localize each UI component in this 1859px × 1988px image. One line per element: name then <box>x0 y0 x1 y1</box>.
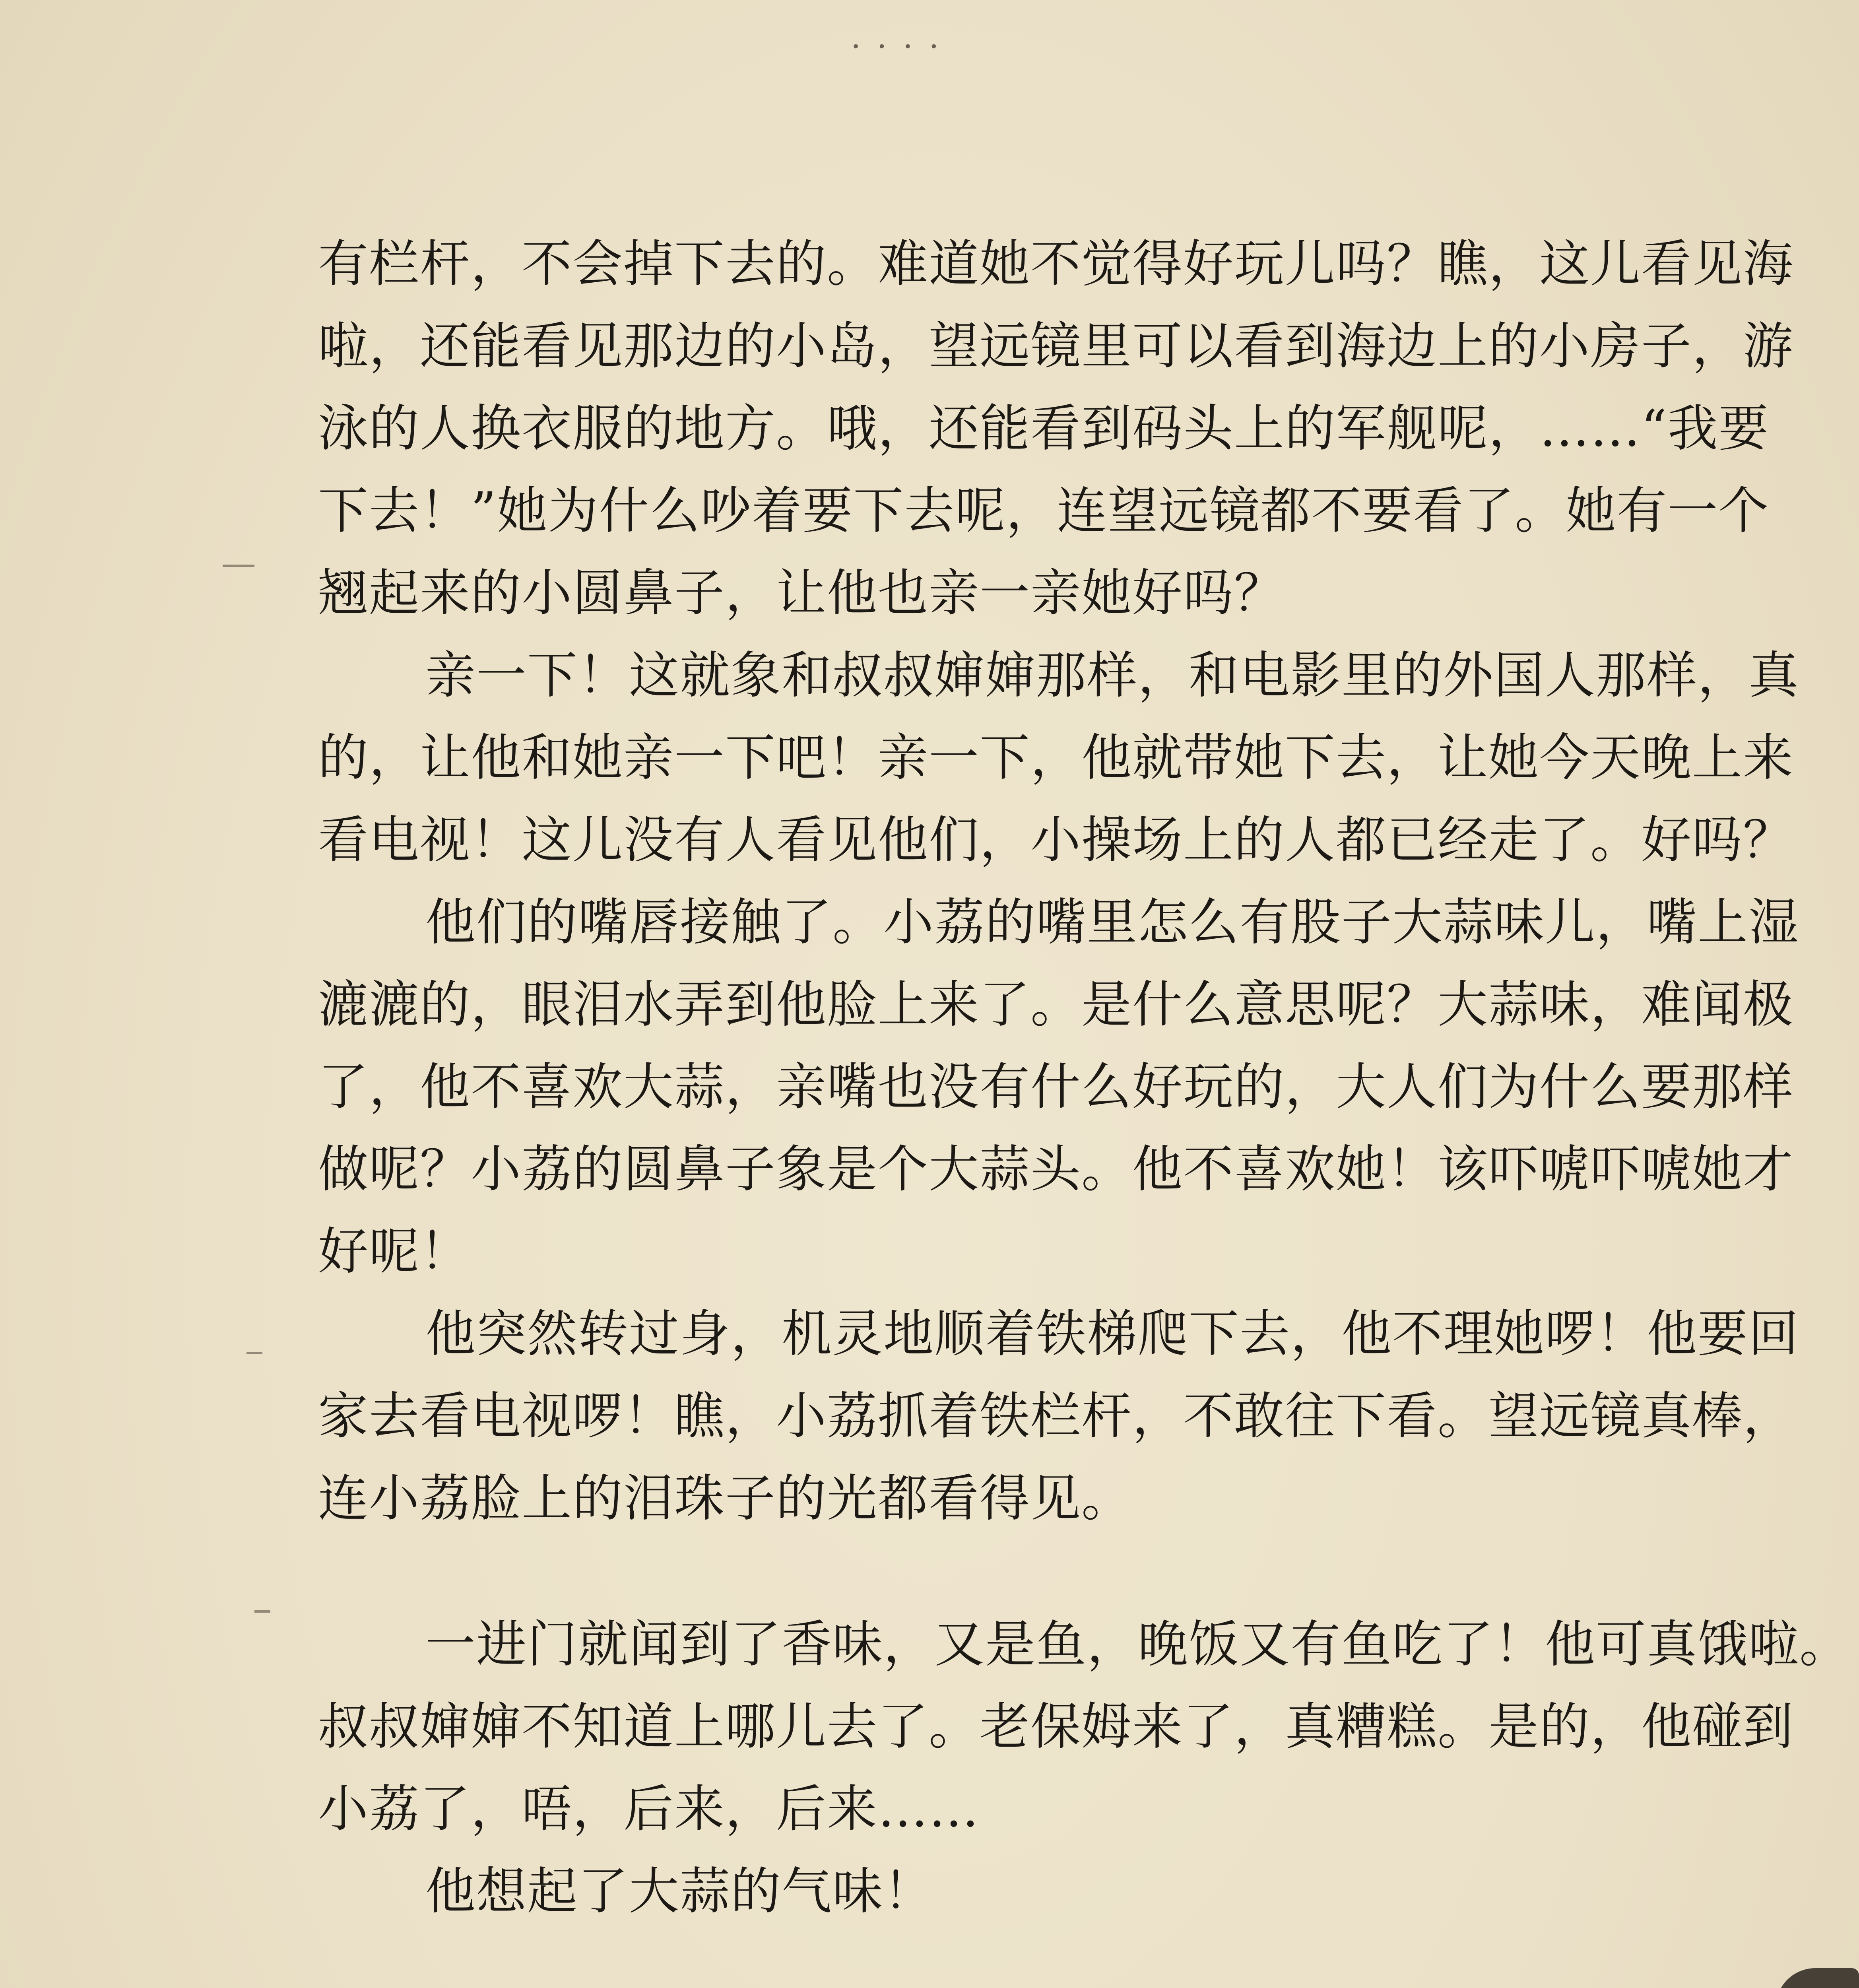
paragraph <box>318 634 1799 881</box>
text-line: 下去！”她为什么吵着要下去呢，连望远镜都不要看了。她有一个 <box>318 481 1770 540</box>
text-line: 他突然转过身，机灵地顺着铁梯爬下去，他不理她啰！他要回 <box>425 1305 1799 1363</box>
margin-mark <box>223 565 254 567</box>
text-line: 的，让他和她亲一下吧！亲一下，他就带她下去，让她今天晚上来 <box>318 728 1794 787</box>
text-line: 泳的人换衣服的地方。哦，还能看到码头上的军舰呢，……“我要 <box>318 399 1770 458</box>
text-line: 连小荔脸上的泪珠子的光都看得见。 <box>318 1469 1132 1528</box>
text-line: 啦，还能看见那边的小岛，望远镜里可以看到海边上的小房子，游 <box>318 317 1794 375</box>
text-line: 小荔了，唔，后来，后来…… <box>318 1780 980 1838</box>
text-line: 亲一下！这就象和叔叔婶婶那样，和电影里的外国人那样，真 <box>425 646 1799 705</box>
text-line: 做呢？小荔的圆鼻子象是个大蒜头。他不喜欢她！该吓唬吓唬她才 <box>318 1140 1794 1198</box>
section-gap <box>318 1540 1765 1603</box>
text-line: 他们的嘴唇接触了。小荔的嘴里怎么有股子大蒜味儿，嘴上湿 <box>425 893 1799 951</box>
margin-mark <box>246 1352 262 1354</box>
text-line: 了，他不喜欢大蒜，亲嘴也没有什么好玩的，大人们为什么要那样 <box>318 1058 1794 1116</box>
text-line: 看电视！这儿没有人看见他们，小操场上的人都已经走了。好吗？ <box>318 811 1794 869</box>
margin-mark <box>254 1610 270 1613</box>
text-line: 漉漉的，眼泪水弄到他脸上来了。是什么意思呢？大蒜味，难闻极 <box>318 975 1794 1034</box>
story-body <box>318 223 1850 1932</box>
text-line: 家去看电视啰！瞧，小荔抓着铁栏杆，不敢往下看。望远镜真棒， <box>318 1387 1794 1445</box>
text-line: 叔叔婶婶不知道上哪儿去了。老保姆来了，真糟糕。是的，他碰到 <box>318 1697 1794 1756</box>
text-line: 他想起了大蒜的气味！ <box>425 1862 934 1920</box>
paragraph <box>318 1293 1799 1540</box>
decorative-dots: ···· <box>851 28 955 65</box>
ink-stain <box>1776 1968 1859 1988</box>
text-line: 好呢！ <box>318 1222 471 1281</box>
text-line: 翘起来的小圆鼻子，让他也亲一亲她好吗？ <box>318 564 1285 622</box>
paragraph <box>318 1603 1850 1850</box>
text-line: 一进门就闻到了香味，又是鱼，晚饭又有鱼吃了！他可真饿啦。 <box>425 1615 1850 1673</box>
text-line: 有栏杆，不会掉下去的。难道她不觉得好玩儿吗？瞧，这儿看见海 <box>318 235 1794 293</box>
paragraph <box>318 881 1799 1293</box>
paragraph <box>318 223 1794 634</box>
paragraph <box>318 1850 1765 1932</box>
